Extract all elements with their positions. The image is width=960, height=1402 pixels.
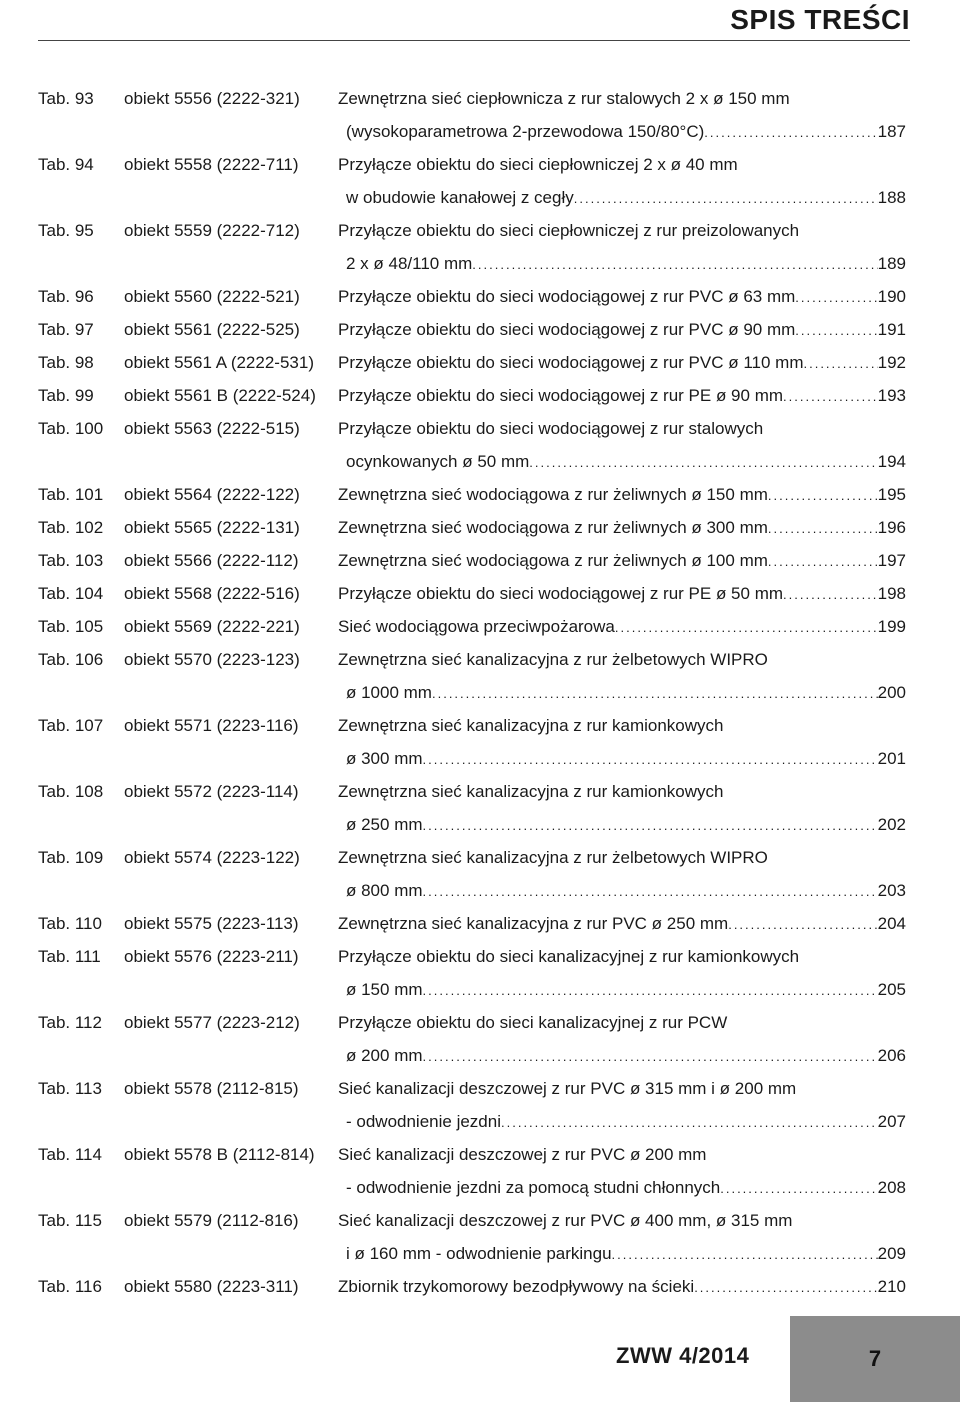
toc-entry-table-number: Tab. 102 — [38, 518, 104, 537]
toc-entry-table-number: Tab. 95 — [38, 221, 94, 240]
dot-leader — [423, 974, 878, 1006]
toc-entry-table-number: Tab. 100 — [38, 419, 104, 438]
toc-entry-description — [338, 1072, 906, 1138]
toc-entry-title-text: 2 x ø 48/110 mm — [346, 254, 473, 273]
toc-entry-object-code: obiekt 5563 (2222-515) — [124, 419, 300, 438]
toc-entry-object-code: obiekt 5574 (2223-122) — [124, 848, 300, 867]
toc-entry-title-text: Przyłącze obiektu do sieci wodociągowej z rur PVC ø 63 mm — [338, 287, 796, 306]
toc-entry-page-number[interactable]: 196 — [877, 518, 906, 537]
toc-entry-title-text: Przyłącze obiektu do sieci wodociągowej z rur PVC ø 90 mm — [338, 320, 796, 339]
toc-entry-page-number[interactable]: 199 — [877, 617, 906, 636]
toc-entry-description — [338, 346, 906, 379]
toc-entry-page-number[interactable]: 210 — [877, 1277, 906, 1296]
toc-entry — [38, 544, 906, 577]
toc-entry — [38, 1072, 906, 1138]
toc-entry-page-number[interactable]: 202 — [877, 815, 906, 834]
toc-entry-title-line — [338, 544, 906, 577]
toc-entry-title-line — [338, 1270, 906, 1303]
toc-entry — [38, 1204, 906, 1270]
dot-leader — [768, 479, 878, 511]
toc-entry — [38, 148, 906, 214]
toc-entry-table-number: Tab. 114 — [38, 1145, 102, 1164]
toc-entry — [38, 214, 906, 280]
toc-entry-title-line — [338, 643, 906, 676]
dot-leader — [783, 380, 878, 412]
toc-entry-object-code: obiekt 5565 (2222-131) — [124, 518, 300, 537]
toc-entry-description — [338, 775, 906, 841]
toc-entry-title-text: Sieć kanalizacji deszczowej z rur PVC ø 315 mm i ø 200 mm — [338, 1079, 797, 1098]
toc-entry — [38, 610, 906, 643]
page-number: 7 — [868, 1346, 882, 1371]
toc-entry-title-line — [338, 1105, 906, 1138]
toc-entry-table-number: Tab. 113 — [38, 1079, 102, 1098]
toc-entry-object-code: obiekt 5579 (2112-816) — [124, 1211, 299, 1230]
toc-entry-title-text: Przyłącze obiektu do sieci kanalizacyjnej z rur PCW — [338, 1013, 728, 1032]
toc-entry-title-text: Zewnętrzna sieć ciepłownicza z rur stalowych 2 x ø 150 mm — [338, 89, 790, 108]
toc-entry — [38, 1270, 906, 1303]
toc-entry-page-number[interactable]: 209 — [877, 1244, 906, 1263]
toc-entry-title-line — [338, 346, 906, 379]
toc-entry — [38, 577, 906, 610]
toc-entry-title-line — [338, 808, 906, 841]
toc-entry-title-text: Zewnętrzna sieć kanalizacyjna z rur żelbetowych WIPRO — [338, 650, 768, 669]
dot-leader — [768, 545, 878, 577]
dot-leader — [432, 677, 878, 709]
toc-entry-title-text: Przyłącze obiektu do sieci ciepłowniczej 2 x ø 40 mm — [338, 155, 738, 174]
toc-entry-description — [338, 412, 906, 478]
toc-entry-title-text: ø 1000 mm — [346, 683, 432, 702]
toc-entry-description — [338, 709, 906, 775]
toc-entry-title-line — [338, 148, 906, 181]
toc-entry-page-number[interactable]: 190 — [877, 287, 906, 306]
toc-entry — [38, 841, 906, 907]
toc-entry-title-text: Przyłącze obiektu do sieci wodociągowej z rur PVC ø 110 mm — [338, 353, 804, 372]
toc-entry — [38, 1006, 906, 1072]
toc-entry-table-number: Tab. 97 — [38, 320, 94, 339]
toc-entry-page-number[interactable]: 187 — [877, 122, 906, 141]
dot-leader — [423, 809, 878, 841]
toc-entry-title-text: w obudowie kanałowej z cegły — [346, 188, 574, 207]
toc-entry-object-code: obiekt 5575 (2223-113) — [124, 914, 299, 933]
toc-entry-title-line — [338, 1006, 906, 1039]
toc-entry-title-text: - odwodnienie jezdni — [346, 1112, 501, 1131]
dot-leader — [574, 182, 878, 214]
toc-entry-page-number[interactable]: 194 — [877, 452, 906, 471]
toc-entry — [38, 280, 906, 313]
dot-leader — [472, 248, 877, 280]
dot-leader — [768, 512, 878, 544]
toc-entry-table-number: Tab. 96 — [38, 287, 94, 306]
toc-entry-page-number[interactable]: 189 — [877, 254, 906, 273]
toc-entry-object-code: obiekt 5566 (2222-112) — [124, 551, 299, 570]
toc-entry-title-text: Zewnętrzna sieć kanalizacyjna z rur kamionkowych — [338, 782, 724, 801]
toc-entry-description — [338, 1138, 906, 1204]
toc-entry-title-text: Zewnętrzna sieć kanalizacyjna z rur kamionkowych — [338, 716, 724, 735]
toc-entry-object-code: obiekt 5578 B (2112-814) — [124, 1145, 315, 1164]
toc-entry-table-number: Tab. 108 — [38, 782, 104, 801]
toc-entry-description — [338, 280, 906, 313]
toc-entry — [38, 940, 906, 1006]
toc-entry-title-text: Sieć kanalizacji deszczowej z rur PVC ø 200 mm — [338, 1145, 707, 1164]
toc-entry-page-number[interactable]: 191 — [877, 320, 906, 339]
toc-entry — [38, 709, 906, 775]
toc-entry-title-text: Zewnętrzna sieć wodociągowa z rur żeliwnych ø 100 mm — [338, 551, 768, 570]
toc-entry-title-line — [338, 280, 906, 313]
toc-entry-title-line — [338, 1039, 906, 1072]
toc-entry-object-code: obiekt 5577 (2223-212) — [124, 1013, 300, 1032]
toc-entry-title-text: Zbiornik trzykomorowy bezodpływowy na ścieki — [338, 1277, 695, 1296]
toc-entry-title-line — [338, 1138, 906, 1171]
toc-entry-object-code: obiekt 5556 (2222-321) — [124, 89, 300, 108]
toc-entry-title-text: Przyłącze obiektu do sieci wodociągowej z rur PE ø 90 mm — [338, 386, 784, 405]
toc-entry-title-line — [338, 412, 906, 445]
toc-entry-description — [338, 478, 906, 511]
toc-entry-table-number: Tab. 110 — [38, 914, 102, 933]
dot-leader — [728, 908, 877, 940]
dot-leader — [529, 446, 877, 478]
toc-entry — [38, 511, 906, 544]
dot-leader — [423, 875, 878, 907]
toc-entry-title-line — [338, 940, 906, 973]
toc-entry-page-number[interactable]: 204 — [877, 914, 906, 933]
toc-entry-table-number: Tab. 115 — [38, 1211, 102, 1230]
toc-entry-object-code: obiekt 5569 (2222-221) — [124, 617, 300, 636]
toc-entry-object-code: obiekt 5564 (2222-122) — [124, 485, 300, 504]
toc-entry-object-code: obiekt 5571 (2223-116) — [124, 716, 299, 735]
toc-entry-page-number[interactable]: 208 — [877, 1178, 906, 1197]
toc-entry-description — [338, 577, 906, 610]
toc-entry-title-line — [338, 1171, 906, 1204]
toc-entry-object-code: obiekt 5561 A (2222-531) — [124, 353, 314, 372]
dot-leader — [423, 743, 878, 775]
toc-entry-description — [338, 1204, 906, 1270]
toc-entry-title-line — [338, 511, 906, 544]
toc-entry-title-text: Sieć wodociągowa przeciwpożarowa — [338, 617, 615, 636]
dot-leader — [501, 1106, 878, 1138]
toc-entry-object-code: obiekt 5561 B (2222-524) — [124, 386, 316, 405]
toc-entry-title-line — [338, 247, 906, 280]
toc-entry-title-line — [338, 577, 906, 610]
toc-entry-title-text: Przyłącze obiektu do sieci kanalizacyjnej z rur kamionkowych — [338, 947, 800, 966]
toc-entry-table-number: Tab. 112 — [38, 1013, 102, 1032]
toc-entry-table-number: Tab. 111 — [38, 947, 101, 966]
toc-entry-title-text: ocynkowanych ø 50 mm — [346, 452, 530, 471]
toc-entry-title-line — [338, 841, 906, 874]
toc-entry-description — [338, 148, 906, 214]
toc-entry-description — [338, 511, 906, 544]
toc-entry — [38, 1138, 906, 1204]
toc-entry-table-number: Tab. 99 — [38, 386, 94, 405]
toc-entry-title-text: (wysokoparametrowa 2-przewodowa 150/80°C) — [346, 122, 705, 141]
toc-entry-title-line — [338, 676, 906, 709]
toc-entry-table-number: Tab. 98 — [38, 353, 94, 372]
toc-entry-description — [338, 841, 906, 907]
toc-entry-title-text: ø 800 mm — [346, 881, 423, 900]
toc-entry-page-number[interactable]: 200 — [877, 683, 906, 702]
toc-entry-page-number[interactable]: 198 — [877, 584, 906, 603]
toc-entry — [38, 346, 906, 379]
toc-entry-description — [338, 643, 906, 709]
toc-entry — [38, 643, 906, 709]
toc-entry-title-line — [338, 379, 906, 412]
toc-entry-description — [338, 379, 906, 412]
toc-entry-object-code: obiekt 5568 (2222-516) — [124, 584, 300, 603]
toc-entry-page-number[interactable]: 188 — [877, 188, 906, 207]
toc-entry-title-line — [338, 478, 906, 511]
toc-entry-table-number: Tab. 94 — [38, 155, 94, 174]
toc-entry-title-line — [338, 709, 906, 742]
toc-entry-table-number: Tab. 93 — [38, 89, 94, 108]
header-divider — [38, 40, 910, 41]
toc-entry-object-code: obiekt 5570 (2223-123) — [124, 650, 300, 669]
toc-entry-object-code: obiekt 5559 (2222-712) — [124, 221, 300, 240]
dot-leader — [783, 578, 878, 610]
toc-entry-title-text: ø 150 mm — [346, 980, 423, 999]
toc-entry-title-text: Zewnętrzna sieć wodociągowa z rur żeliwnych ø 300 mm — [338, 518, 768, 537]
toc-entry-table-number: Tab. 109 — [38, 848, 104, 867]
page-number-box — [790, 1316, 960, 1402]
toc-entry-title-line — [338, 874, 906, 907]
toc-entry-description — [338, 82, 906, 148]
toc-entry-title-line — [338, 1204, 906, 1237]
toc-entry-page-number[interactable]: 201 — [877, 749, 906, 768]
toc-entry-table-number: Tab. 116 — [38, 1277, 102, 1296]
toc-entry-object-code: obiekt 5578 (2112-815) — [124, 1079, 299, 1098]
toc-entry-page-number[interactable]: 207 — [877, 1112, 906, 1131]
toc-entry-title-text: Zewnętrzna sieć kanalizacyjna z rur żelbetowych WIPRO — [338, 848, 768, 867]
toc-entry — [38, 478, 906, 511]
dot-leader — [694, 1271, 877, 1303]
table-of-contents — [38, 82, 906, 1303]
toc-entry-page-number[interactable]: 193 — [877, 386, 906, 405]
toc-entry-title-line — [338, 973, 906, 1006]
toc-entry-page-number[interactable]: 192 — [877, 353, 906, 372]
toc-entry-description — [338, 940, 906, 1006]
toc-entry-title-text: ø 250 mm — [346, 815, 423, 834]
toc-entry-description — [338, 1006, 906, 1072]
dot-leader — [704, 116, 877, 148]
toc-entry-title-text: Zewnętrzna sieć kanalizacyjna z rur PVC ø 250 mm — [338, 914, 729, 933]
toc-entry-object-code: obiekt 5572 (2223-114) — [124, 782, 299, 801]
toc-entry-description — [338, 544, 906, 577]
toc-entry-title-line — [338, 445, 906, 478]
toc-entry-page-number[interactable]: 203 — [877, 881, 906, 900]
toc-entry-object-code: obiekt 5560 (2222-521) — [124, 287, 300, 306]
toc-entry-table-number: Tab. 101 — [38, 485, 104, 504]
toc-entry-table-number: Tab. 106 — [38, 650, 104, 669]
toc-entry-object-code: obiekt 5576 (2223-211) — [124, 947, 299, 966]
toc-entry-object-code: obiekt 5580 (2223-311) — [124, 1277, 299, 1296]
toc-entry-page-number[interactable]: 205 — [877, 980, 906, 999]
toc-entry-page-number[interactable]: 197 — [877, 551, 906, 570]
toc-entry-title-line — [338, 1237, 906, 1270]
toc-entry-page-number[interactable]: 206 — [877, 1046, 906, 1065]
toc-entry-title-text: ø 200 mm — [346, 1046, 423, 1065]
page-title: SPIS TREŚCI — [730, 4, 910, 35]
toc-entry-table-number: Tab. 107 — [38, 716, 104, 735]
toc-entry — [38, 775, 906, 841]
toc-entry-title-line — [338, 1072, 906, 1105]
toc-entry-description — [338, 313, 906, 346]
toc-entry-description — [338, 214, 906, 280]
toc-entry-title-text: Przyłącze obiektu do sieci wodociągowej z rur PE ø 50 mm — [338, 584, 784, 603]
toc-entry-title-text: Przyłącze obiektu do sieci ciepłowniczej z rur preizolowanych — [338, 221, 800, 240]
toc-entry-description — [338, 1270, 906, 1303]
toc-entry-table-number: Tab. 104 — [38, 584, 104, 603]
toc-entry-title-line — [338, 313, 906, 346]
toc-entry — [38, 412, 906, 478]
toc-entry-title-line — [338, 181, 906, 214]
toc-entry-title-line — [338, 82, 906, 115]
dot-leader — [795, 281, 877, 313]
toc-entry-description — [338, 610, 906, 643]
dot-leader — [615, 611, 878, 643]
toc-entry-title-text: ø 300 mm — [346, 749, 423, 768]
toc-entry-title-line — [338, 907, 906, 940]
dot-leader — [612, 1238, 878, 1270]
toc-entry — [38, 313, 906, 346]
journal-issue-label: ZWW 4/2014 — [616, 1343, 750, 1368]
toc-entry-title-line — [338, 115, 906, 148]
dot-leader — [423, 1040, 878, 1072]
dot-leader — [720, 1172, 877, 1204]
toc-entry-description — [338, 907, 906, 940]
dot-leader — [803, 347, 877, 379]
toc-entry-object-code: obiekt 5558 (2222-711) — [124, 155, 299, 174]
toc-entry — [38, 379, 906, 412]
toc-entry-table-number: Tab. 105 — [38, 617, 104, 636]
toc-entry — [38, 907, 906, 940]
toc-entry-title-text: Sieć kanalizacji deszczowej z rur PVC ø 400 mm, ø 315 mm — [338, 1211, 793, 1230]
toc-entry-title-text: - odwodnienie jezdni za pomocą studni chłonnych — [346, 1178, 721, 1197]
toc-entry-title-text: i ø 160 mm - odwodnienie parkingu — [346, 1244, 612, 1263]
dot-leader — [795, 314, 877, 346]
toc-entry-object-code: obiekt 5561 (2222-525) — [124, 320, 300, 339]
toc-entry-title-text: Przyłącze obiektu do sieci wodociągowej z rur stalowych — [338, 419, 764, 438]
toc-entry-title-line — [338, 214, 906, 247]
toc-entry — [38, 82, 906, 148]
toc-entry-title-text: Zewnętrzna sieć wodociągowa z rur żeliwnych ø 150 mm — [338, 485, 768, 504]
toc-entry-title-line — [338, 742, 906, 775]
toc-entry-page-number[interactable]: 195 — [877, 485, 906, 504]
toc-entry-title-line — [338, 610, 906, 643]
toc-entry-table-number: Tab. 103 — [38, 551, 104, 570]
toc-entry-title-line — [338, 775, 906, 808]
